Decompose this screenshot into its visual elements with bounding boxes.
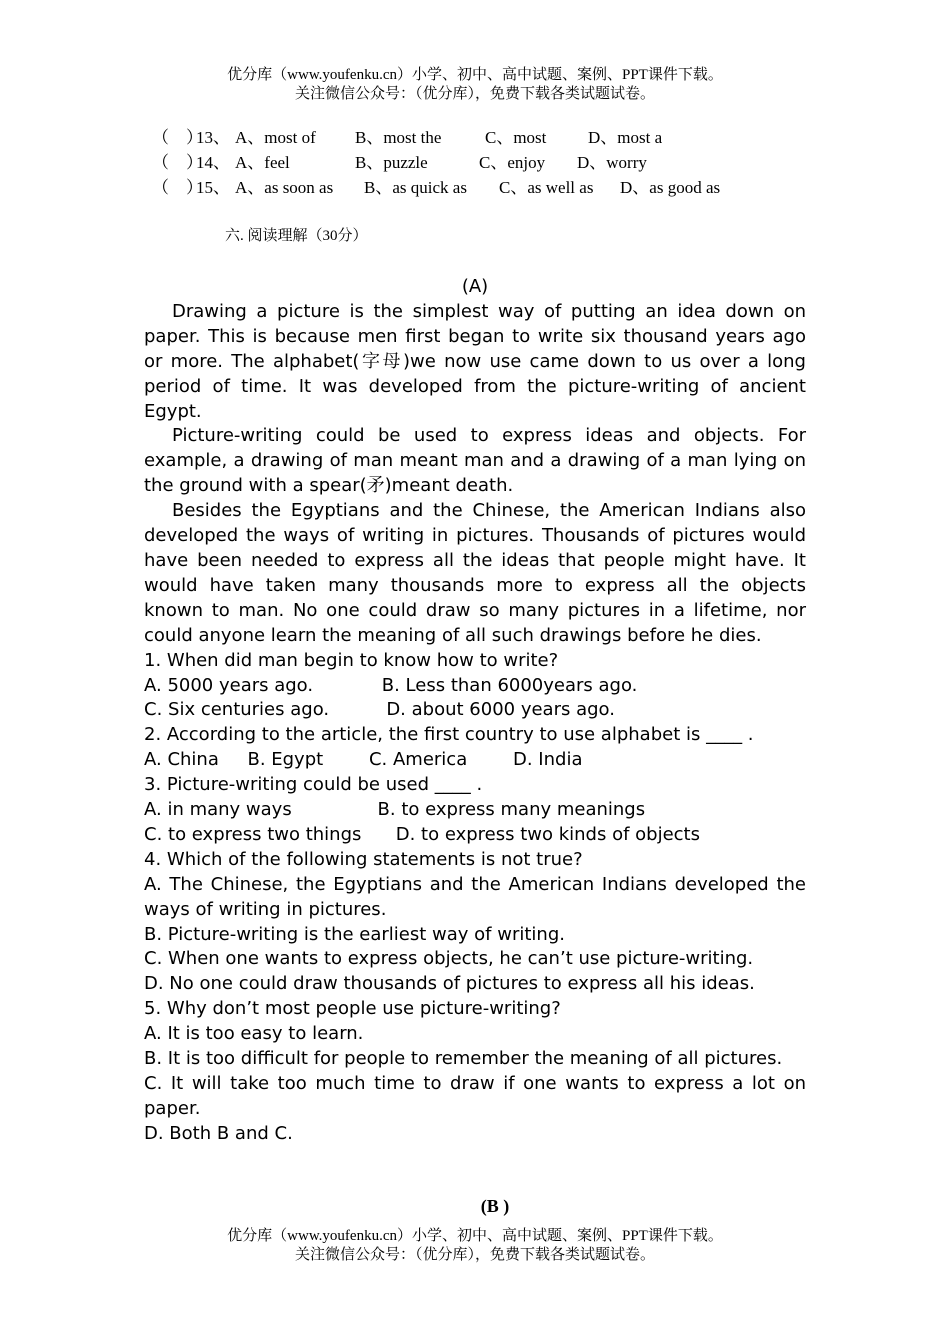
question-line: D. No one could draw thousands of pictures to express all his ideas. <box>144 973 755 995</box>
option-d: D、worry <box>577 153 647 172</box>
option-a: A、most of <box>235 128 316 147</box>
passage-a-label: (A) <box>461 276 489 297</box>
option-b: B、most the <box>355 128 442 147</box>
question-line: B. It is too difficult for people to remember the meaning of all pictures. <box>144 1048 783 1070</box>
question-line: D. Both B and C. <box>144 1122 293 1144</box>
option-b: B、as quick as <box>364 178 467 197</box>
question-line: 2. According to the article, the first country to use alphabet is ____ . <box>144 724 754 746</box>
option-c: C、most <box>485 128 547 147</box>
footer-line-2: 关注微信公众号：（优分库），免费下载各类试题试卷。 <box>294 1247 655 1263</box>
answer-bracket: （ ） <box>152 178 203 197</box>
passage-paragraph: Besides the Egyptians and the Chinese, the American Indians also developed the ways of writing in pictures. Thousands of pictures would have been needed to express all the ideas that people might have. It would have taken many thousands more to express all the objects known to man. No one could draw so many pictures in a lifetime, nor could anyone learn the meaning of all such drawings before he dies. <box>144 500 806 646</box>
page-footer <box>0 1227 950 1265</box>
question-line: B. Picture-writing is the earliest way of writing. <box>144 923 565 945</box>
passage-paragraph: Picture-writing could be used to express ideas and objects. For example, a drawing of man meant man and a drawing of a man lying on the ground with a spear(矛)meant death. <box>144 425 806 497</box>
question-line: 4. Which of the following statements is not true? <box>144 848 583 870</box>
question-line: A. It is too easy to learn. <box>144 1023 364 1045</box>
question-line: 5. Why don’t most people use picture-writing? <box>144 998 561 1020</box>
answer-bracket: （ ） <box>152 153 203 172</box>
question-line: A. in many ways B. to express many meanings <box>144 799 646 821</box>
option-b: B、puzzle <box>355 153 428 172</box>
footer-line-1: 优分库（www.youfenku.cn）小学、初中、高中试题、案例、PPT课件下载。 <box>227 1228 723 1244</box>
question-line: A. 5000 years ago. B. Less than 6000years ago. <box>144 674 638 696</box>
option-d: D、as good as <box>620 178 721 197</box>
section-title: 六. 阅读理解（30分） <box>225 228 368 244</box>
question-line: 3. Picture-writing could be used ____ . <box>144 774 483 796</box>
question-line: C. to express two things D. to express two kinds of objects <box>144 823 700 845</box>
option-c: C、enjoy <box>479 153 546 172</box>
answer-bracket: （ ） <box>152 128 203 147</box>
option-a: A、as soon as <box>235 178 334 197</box>
question-line: C. When one wants to express objects, he can’t use picture-writing. <box>144 948 754 970</box>
question-line: A. The Chinese, the Egyptians and the American Indians developed the ways of writing in pictures. <box>144 873 806 920</box>
question-number: 13、 <box>196 128 230 147</box>
option-a: A、feel <box>235 153 290 172</box>
question-line: C. Six centuries ago. D. about 6000 years ago. <box>144 699 615 721</box>
passage-paragraph: Drawing a picture is the simplest way of putting an idea down on paper. This is because men first began to write six thousand years ago or more. The alphabet(字母)we now use came down to us over a long period of time. It was developed from the picture-writing of ancient Egypt. <box>144 300 806 422</box>
reading-passage-a <box>144 275 806 1147</box>
header-line-1: 优分库（www.youfenku.cn）小学、初中、高中试题、案例、PPT课件下载。 <box>227 67 723 83</box>
question-number: 15、 <box>196 178 230 197</box>
question-line: A. China B. Egypt C. America D. India <box>144 749 583 771</box>
option-d: D、most a <box>588 128 663 147</box>
question-line: 1. When did man begin to know how to write? <box>144 649 559 671</box>
option-c: C、as well as <box>499 178 594 197</box>
question-number: 14、 <box>196 153 230 172</box>
question-line: C. It will take too much time to draw if one wants to express a lot on paper. <box>144 1073 806 1119</box>
page-header <box>0 66 950 104</box>
header-line-2: 关注微信公众号：（优分库），免费下载各类试题试卷。 <box>294 86 655 102</box>
passage-b-label: (B ) <box>480 1196 510 1216</box>
